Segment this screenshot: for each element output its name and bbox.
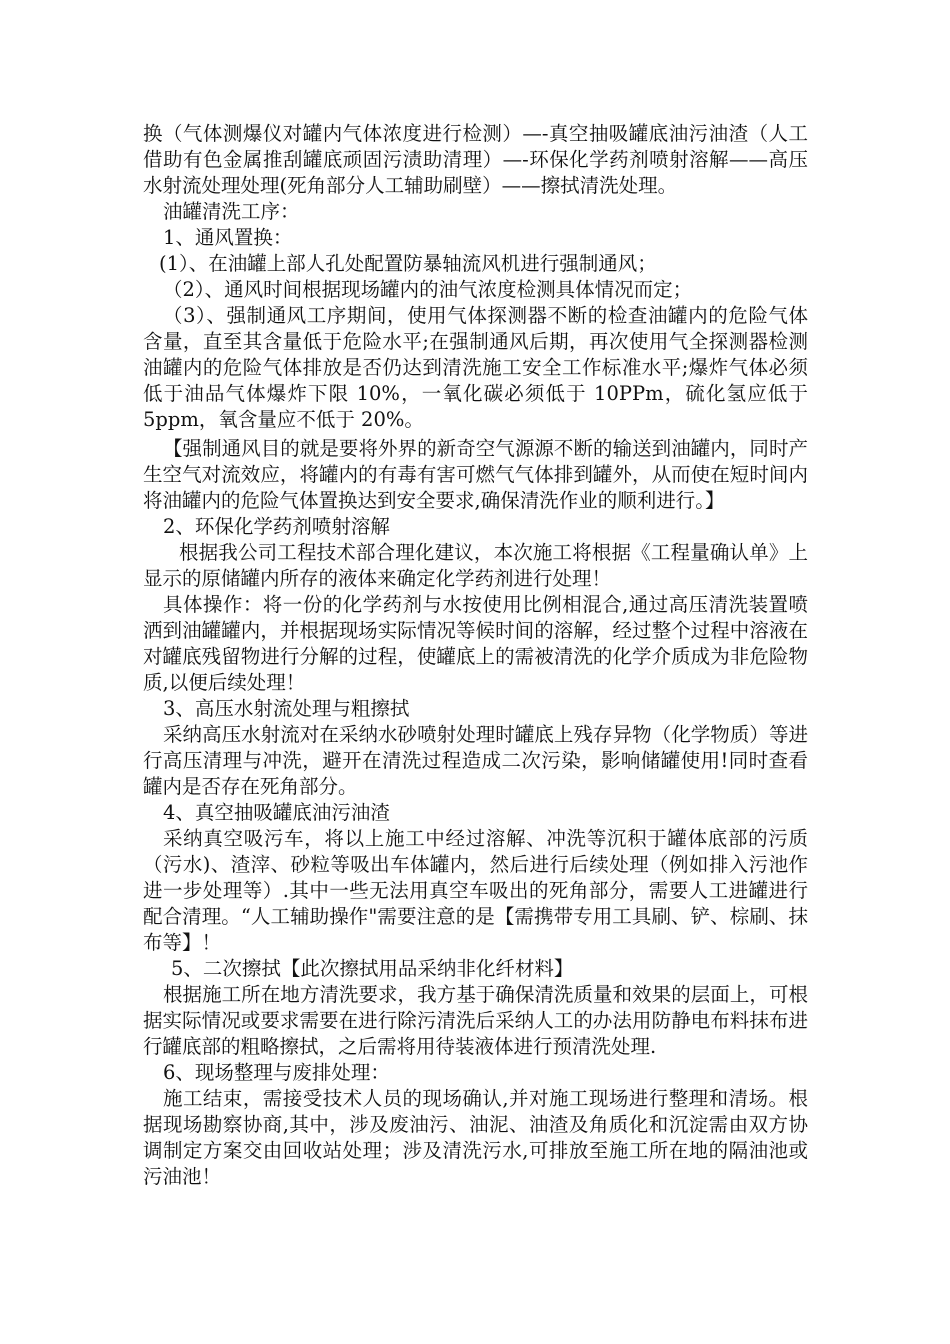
intro-paragraph: 换（气体测爆仪对罐内气体浓度进行检测）—-真空抽吸罐底油污油渣（人工借助有色金属推刮罐底顽固污渍助清理）—-环保化学药剂喷射溶解——高压水射流处理处理(死角部分人工辅助刷壁）——擦拭清洗处理。 bbox=[143, 122, 808, 197]
step-heading-chemical: 2、环保化学药剂喷射溶解 bbox=[163, 515, 390, 538]
step-heading-ventilation: 1、通风置换： bbox=[163, 226, 293, 249]
substep-1: (1）、在油罐上部人孔处配置防暴轴流风机进行强制通风； bbox=[159, 252, 657, 275]
chemical-paragraph-2: 具体操作：将一份的化学药剂与水按使用比例相混合,通过高压清洗装置喷洒到油罐罐内，并根据现场实际情况等候时间的溶解，经过整个过程中溶液在对罐底残留物进行分解的过程，使罐底上的需被清洗的化学介质成为非危险物质,以便后续处理！ bbox=[143, 593, 808, 694]
step-heading-vacuum: 4、真空抽吸罐底油污油渣 bbox=[163, 801, 390, 824]
step-heading-waterjet: 3、高压水射流处理与粗擦拭 bbox=[163, 697, 410, 720]
chemical-paragraph-1: 根据我公司工程技术部合理化建议，本次施工将根据《工程量确认单》上显示的原储罐内所存的液体来确定化学药剂进行处理！ bbox=[143, 541, 808, 590]
second-wipe-paragraph: 根据施工所在地方清洗要求，我方基于确保清洗质量和效果的层面上，可根据实际情况或要求需要在进行除污清洗后采纳人工的办法用防静电布料抹布进行罐底部的粗略擦拭，之后需将用待装液体进行预清洗处理. bbox=[143, 983, 808, 1058]
section-heading-procedure: 油罐清洗工序： bbox=[163, 200, 300, 223]
waterjet-paragraph: 采纳高压水射流对在采纳水砂喷射处理时罐底上残存异物（化学物质）等进行高压清理与冲洗，避开在清洗过程造成二次污染，影响储罐使用!同时查看罐内是否存在死角部分。 bbox=[143, 723, 808, 798]
step-heading-second-wipe: 5、二次擦拭【此次擦拭用品采纳非化纤材料】 bbox=[171, 957, 574, 980]
substep-2: （2）、通风时间根据现场罐内的油气浓度检测具体情况而定； bbox=[163, 278, 693, 301]
step-heading-cleanup: 6、现场整理与废排处理： bbox=[163, 1061, 390, 1084]
document-body bbox=[143, 121, 808, 1190]
cleanup-paragraph: 施工结束，需接受技术人员的现场确认,并对施工现场进行整理和清场。根据现场勘察协商,其中，涉及废油污、油泥、油渣及角质化和沉淀需由双方协调制定方案交由回收站处理；涉及清洗污水,可排放至施工所在地的隔油池或污油池！ bbox=[143, 1087, 808, 1188]
ventilation-note: 【强制通风目的就是要将外界的新奇空气源源不断的输送到油罐内，同时产生空气对流效应，将罐内的有毒有害可燃气气体排到罐外，从而使在短时间内将油罐内的危险气体置换达到安全要求,确保清洗作业的顺利进行。】 bbox=[143, 437, 808, 512]
substep-3: （3）、强制通风工序期间，使用气体探测器不断的检查油罐内的危险气体含量，直至其含量低于危险水平;在强制通风后期，再次使用气全探测器检测油罐内的危险气体排放是否仍达到清洗施工安全工作标准水平;爆炸气体必须低于油品气体爆炸下限 10%，一氧化碳必须低于 10PPm，硫化氢应低于 5ppm，氧含量应不低于 20%。 bbox=[143, 304, 808, 431]
vacuum-paragraph: 采纳真空吸污车，将以上施工中经过溶解、冲洗等沉积于罐体底部的污质（污水)、渣滓、砂粒等吸出车体罐内，然后进行后续处理（例如排入污池作进一步处理等）.其中一些无法用真空车吸出的死角部分，需要人工进罐进行配合清理。“人工辅助操作"需要注意的是【需携带专用工具刷、铲、棕刷、抹布等】！ bbox=[143, 827, 808, 954]
